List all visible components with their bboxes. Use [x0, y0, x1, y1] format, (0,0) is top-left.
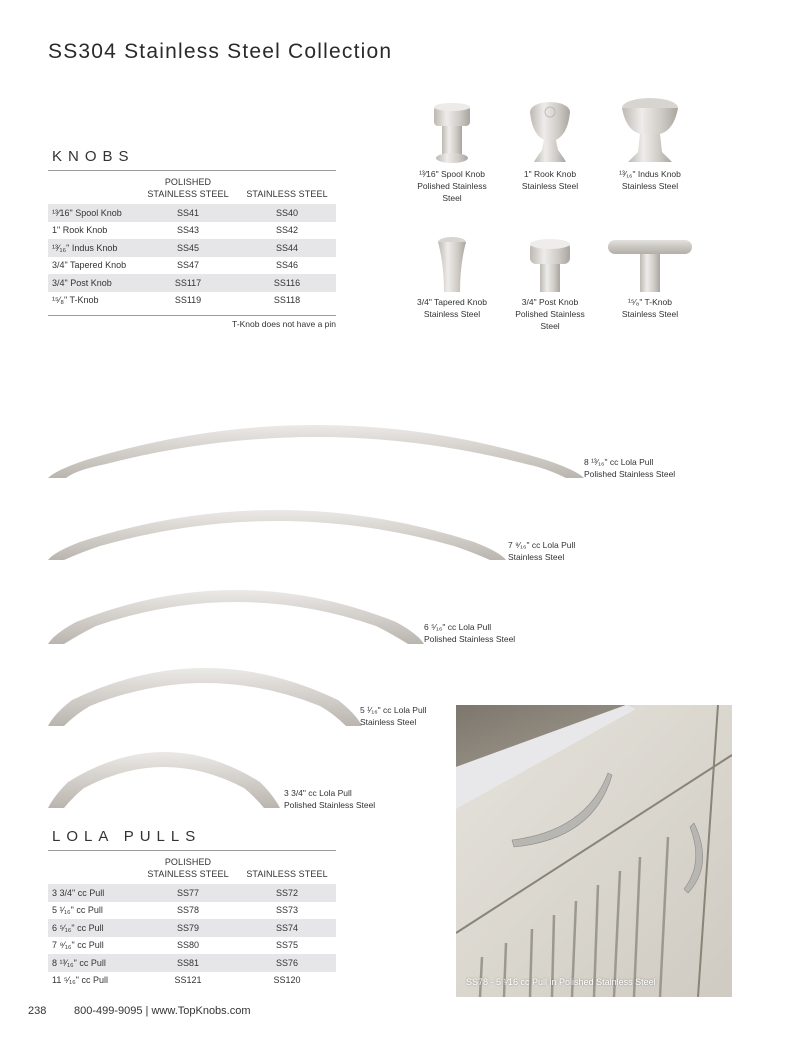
caption-line2: Polished Stainless	[515, 309, 585, 319]
stainless-col-header: STAINLESS STEEL	[246, 189, 328, 199]
polished-sku: SS80	[176, 940, 200, 951]
polished-col-header	[138, 856, 238, 884]
rook-knob-image	[508, 100, 592, 168]
caption-line2: Stainless Steel	[521, 181, 579, 191]
product-name: 8 ¹³⁄₁₆" cc Pull	[48, 954, 138, 972]
caption-line1: 3/4" Tapered Knob	[417, 297, 487, 307]
table-row	[48, 292, 336, 310]
table-row	[48, 274, 336, 292]
caption-line3: Steel	[540, 321, 560, 331]
pull-image-3-3-4	[46, 742, 282, 812]
table-row	[48, 239, 336, 257]
knobs-top-rule	[48, 170, 336, 171]
page-title: SS304 Stainless Steel Collection	[48, 40, 393, 63]
polished-header-line1: POLISHED	[164, 857, 212, 867]
photo-caption: SS78 - 5 ¹⁄16 cc Pull in Polished Stainless Steel	[466, 977, 656, 987]
polished-header-line2: STAINLESS STEEL	[147, 869, 229, 879]
caption-line2: Stainless Steel	[621, 309, 679, 319]
pull-image-6-5-16	[46, 578, 426, 648]
product-name: 5 ¹⁄₁₆" cc Pull	[52, 905, 103, 916]
product-name: ¹³⁄₁₆" Indus Knob	[48, 239, 138, 257]
caption-line1: ¹³⁄₁₆" Indus Knob	[619, 169, 681, 179]
product-name: ¹⁵⁄₈" T-Knob	[52, 295, 99, 306]
pull-caption-7-9-16	[508, 539, 575, 563]
caption-line2: Stainless Steel	[423, 309, 481, 319]
knobs-note: T-Knob does not have a pin	[232, 319, 336, 329]
caption-line2: Polished Stainless Steel	[284, 800, 376, 810]
caption-line1: 1" Rook Knob	[523, 169, 577, 179]
caption-line2: Polished Stainless Steel	[424, 634, 516, 644]
knobs-section-title: KNOBS	[52, 148, 135, 165]
knob-card-indus	[608, 96, 692, 192]
polished-sku: SS43	[176, 225, 200, 236]
caption-line3: Steel	[442, 193, 462, 203]
stainless-sku: SS72	[238, 884, 336, 902]
stainless-sku: SS44	[238, 239, 336, 257]
polished-sku: SS81	[138, 954, 238, 972]
caption-line1: ¹³⁄16" Spool Knob	[419, 169, 485, 179]
pull-caption-8-13-16	[584, 456, 675, 480]
stainless-sku: SS116	[238, 274, 336, 292]
polished-sku: SS121	[174, 975, 202, 986]
product-name: 6 ⁵⁄₁₆" cc Pull	[48, 919, 138, 937]
page-number: 238	[28, 1005, 47, 1017]
caption-line1: 5 ¹⁄₁₆" cc Lola Pull	[360, 705, 427, 715]
table-row	[48, 919, 336, 937]
knob-card-rook	[508, 100, 592, 192]
knobs-table	[48, 176, 336, 309]
product-name: 1" Rook Knob	[52, 225, 108, 236]
t-knob-image	[604, 236, 696, 296]
lola-pulls-top-rule	[48, 850, 336, 851]
stainless-sku: SS40	[238, 204, 336, 222]
caption-line2: Stainless Steel	[360, 717, 417, 727]
indus-knob-image	[608, 96, 692, 168]
polished-header-line1: POLISHED	[164, 177, 212, 187]
knob-card-post	[508, 236, 592, 332]
polished-sku: SS79	[138, 919, 238, 937]
pull-image-8-13-16	[46, 410, 586, 482]
footer-contact: 800-499-9095 | www.TopKnobs.com	[74, 1005, 251, 1017]
stainless-sku: SS46	[275, 260, 299, 271]
spool-knob-image	[410, 100, 494, 168]
caption-line1: 6 ⁵⁄₁₆" cc Lola Pull	[424, 622, 492, 632]
table-row	[48, 937, 336, 955]
table-row	[48, 954, 336, 972]
polished-header-line2: STAINLESS STEEL	[147, 189, 229, 199]
lola-pulls-table	[48, 856, 336, 989]
product-name: 3/4" Post Knob	[48, 274, 138, 292]
table-row	[48, 204, 336, 222]
polished-sku: SS77	[138, 884, 238, 902]
pull-caption-6-5-16	[424, 621, 515, 645]
caption-line1: 3 3/4" cc Lola Pull	[284, 788, 352, 798]
product-name: ¹³⁄16" Spool Knob	[48, 204, 138, 222]
polished-sku: SS47	[176, 260, 200, 271]
table-row	[48, 972, 336, 990]
knobs-bottom-rule	[48, 315, 336, 316]
stainless-sku: SS120	[273, 975, 301, 986]
stainless-sku: SS118	[273, 295, 301, 306]
table-row	[48, 884, 336, 902]
stainless-sku: SS42	[275, 225, 299, 236]
polished-sku: SS117	[138, 274, 238, 292]
knob-card-spool	[410, 100, 494, 204]
pull-caption-5-1-16	[360, 704, 426, 728]
pull-caption-3-3-4	[284, 787, 375, 811]
product-name: 3/4" Tapered Knob	[52, 260, 127, 271]
tapered-knob-image	[410, 236, 494, 296]
caption-line2: Polished Stainless	[417, 181, 487, 191]
polished-sku: SS45	[138, 239, 238, 257]
table-row	[48, 222, 336, 240]
polished-sku: SS119	[174, 295, 202, 306]
caption-line2: Stainless Steel	[621, 181, 679, 191]
pull-image-5-1-16	[46, 658, 364, 730]
polished-col-header	[138, 176, 238, 204]
caption-line1: ¹⁵⁄₈" T-Knob	[628, 297, 672, 307]
stainless-sku: SS73	[275, 905, 299, 916]
product-name: 7 ⁹⁄₁₆" cc Pull	[52, 940, 104, 951]
caption-line1: 8 ¹³⁄₁₆" cc Lola Pull	[584, 457, 654, 467]
table-row	[48, 257, 336, 275]
knob-card-tapered	[410, 236, 494, 320]
name-col-header	[48, 856, 138, 884]
product-name: 11 ⁵⁄₁₆" cc Pull	[52, 975, 108, 986]
cabinet-photo-image	[456, 705, 732, 997]
name-col-header	[48, 176, 138, 204]
lifestyle-photo	[456, 705, 732, 997]
stainless-sku: SS74	[238, 919, 336, 937]
stainless-col-header: STAINLESS STEEL	[246, 869, 328, 879]
caption-line1: 3/4" Post Knob	[521, 297, 579, 307]
pull-image-7-9-16	[46, 496, 508, 564]
product-name: 3 3/4" cc Pull	[48, 884, 138, 902]
stainless-sku: SS75	[275, 940, 299, 951]
lola-pulls-section-title: LOLA PULLS	[52, 828, 202, 845]
knob-card-t-knob	[604, 236, 696, 320]
table-row	[48, 902, 336, 920]
post-knob-image	[508, 236, 592, 296]
polished-sku: SS78	[176, 905, 200, 916]
caption-line2: Stainless Steel	[508, 552, 565, 562]
caption-line2: Polished Stainless Steel	[584, 469, 676, 479]
stainless-sku: SS76	[238, 954, 336, 972]
caption-line1: 7 ⁹⁄₁₆" cc Lola Pull	[508, 540, 576, 550]
polished-sku: SS41	[138, 204, 238, 222]
